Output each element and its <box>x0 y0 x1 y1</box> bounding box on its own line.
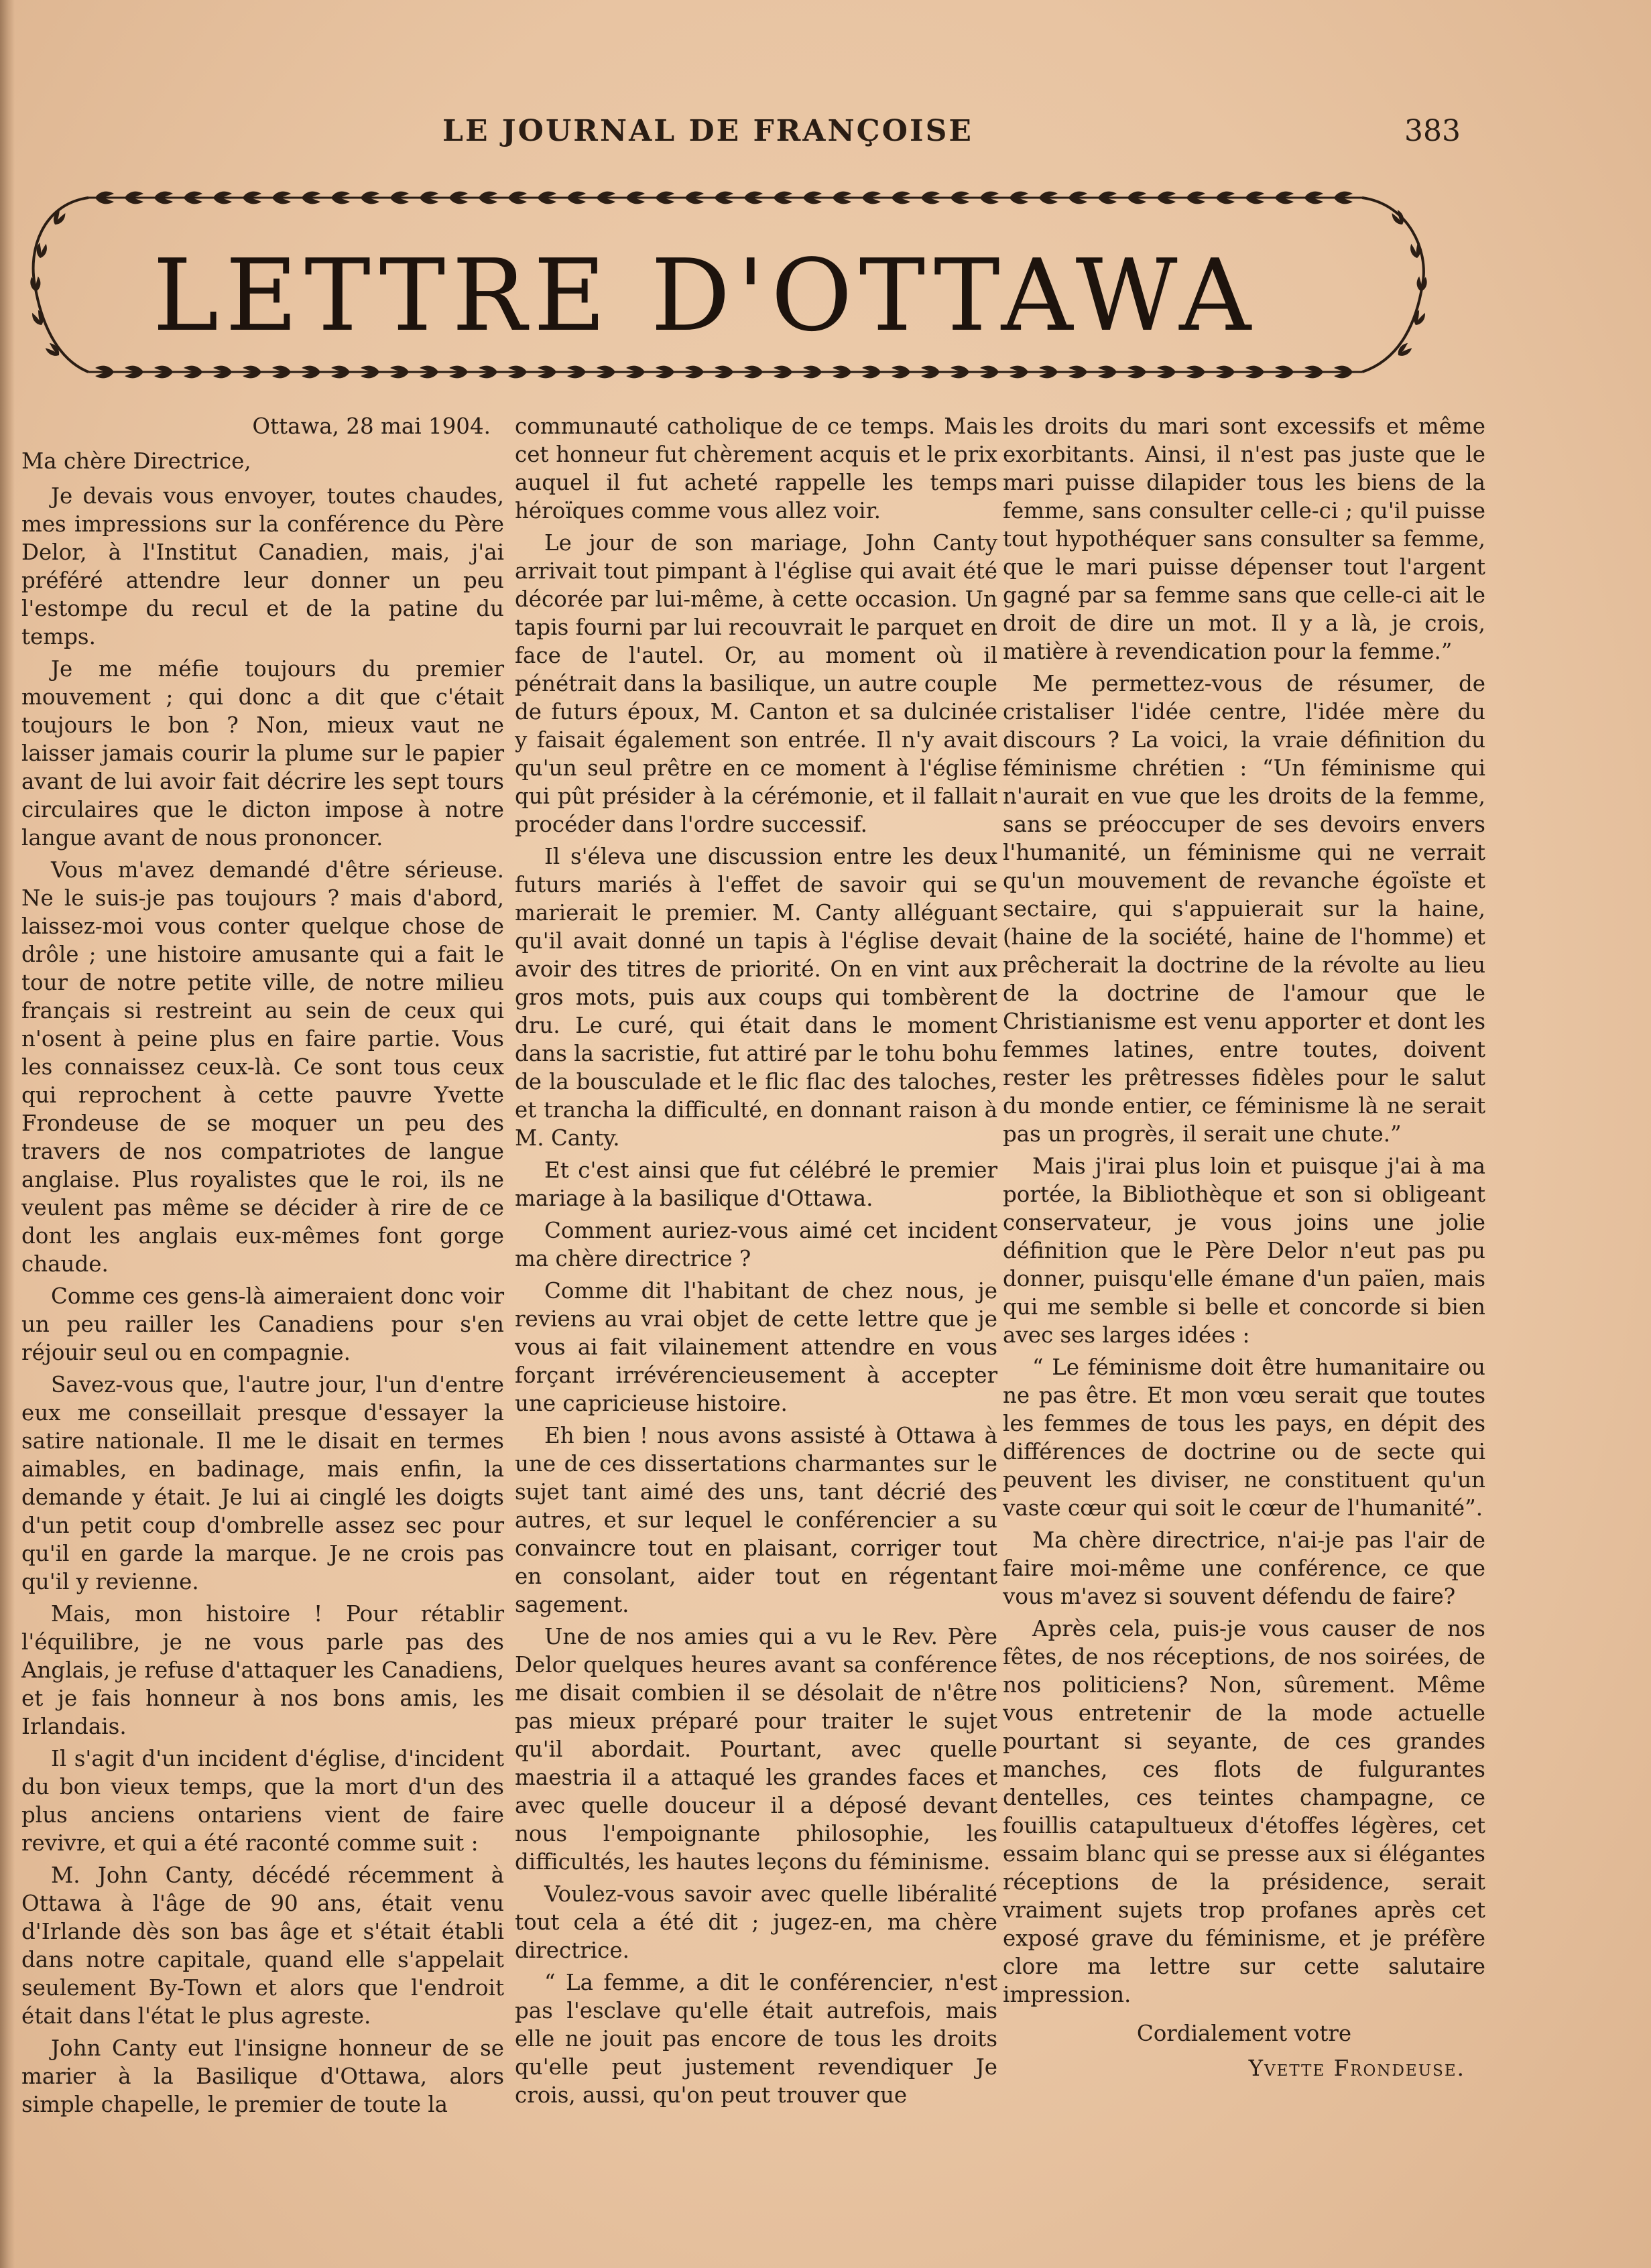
paragraph: “ Le féminisme doit être humanitaire ou ne pas être. Et mon vœu serait que toutes les femmes de tous les pays, en dépit des différences de doctrine ou de secte qui peuvent les diviser, ne constituent qu'un vaste cœur qui soit le cœur de l'humanité”. <box>1003 1354 1485 1521</box>
paragraph: Savez-vous que, l'autre jour, l'un d'entre eux me conseillait presque d'essayer la satire nationale. Il me le disait en termes aimables, en badinage, mais enfin, la demande y était. Je lui ai cinglé les doigts d'un petit coup d'ombrelle assez sec pour qu'il en garde la marque. Je ne crois pas qu'il y revienne. <box>21 1372 504 1594</box>
dateline: Ottawa, 28 mai 1904. <box>252 414 491 439</box>
salutation: Ma chère Directrice, <box>21 448 251 474</box>
signature: Yvette Frondeuse. <box>1248 2056 1465 2081</box>
page-number: 383 <box>1404 114 1461 148</box>
paragraph: Mais j'irai plus loin et puisque j'ai à ma portée, la Bibliothèque et son si obligeant conservateur, je vous joins une jolie définition que le Père Delor n'eut pas pu donner, puisqu'elle émane d'un païen, mais qui me semble si belle et concorde si bien avec ses larges idées : <box>1003 1153 1485 1348</box>
paragraph: Et c'est ainsi que fut célébré le premier mariage à la basilique d'Ottawa. <box>515 1157 997 1211</box>
paragraph: Eh bien ! nous avons assisté à Ottawa à une de ces dissertations charmantes sur le sujet tant aimé des uns, tant décrié des autres, et sur lequel le conférencier a su convaincre tout en plaisant, corriger tout en consolant, aider tout en régentant sagement. <box>515 1423 997 1617</box>
paragraph-continued: communauté catholique de ce temps. Mais cet honneur fut chèrement acquis et le prix auquel il fut acheté rappelle les temps héroïques comme vous allez voir. <box>515 414 997 523</box>
paragraph: Il s'agit d'un incident d'église, d'incident du bon vieux temps, que la mort d'un des plus anciens ontariens vient de faire revivre, et qui a été raconté comme suit : <box>21 1746 504 1856</box>
running-title: LE JOURNAL DE FRANÇOISE <box>442 114 973 148</box>
paragraph: Après cela, puis-je vous causer de nos fêtes, de nos réceptions, de nos soirées, de nos politiciens? Non, sûrement. Même vous entretenir de la mode actuelle pourtant si seyante, de ces grandes manches, ces flots de fulgurantes dentelles, ces teintes champagne, ce fouillis catapultueux d'étoffes légères, cet essaim blanc qui se presse aux si élégantes réceptions de la présidence, serait vraiment sujets trop profanes après cet exposé grave du féminisme, et je préfère clore ma lettre sur cette salutaire impression. <box>1003 1616 1485 2007</box>
text-column-3 <box>1003 412 1485 2082</box>
paragraph: Vous m'avez demandé d'être sérieuse. Ne le suis-je pas toujours ? mais d'abord, laissez-moi vous conter quelque chose de drôle ; une histoire amusante qui a fait le tour de notre petite ville, de notre milieu français si restreint au sein de ceux qui n'osent à peine plus en faire partie. Vous les connaissez ceux-là. Ce sont tous ceux qui reprochent à cette pauvre Yvette Frondeuse de se moquer un peu des travers de nos compatriotes de langue anglaise. Plus royalistes que le roi, ils ne veulent pas même se décider à rire de ce dont les anglais eux-mêmes font gorge chaude. <box>21 857 504 1277</box>
paragraph: John Canty eut l'insigne honneur de se marier à la Basilique d'Ottawa, alors simple chapelle, le premier de toute la <box>21 2035 504 2117</box>
title-banner <box>15 178 1443 392</box>
paragraph: Il s'éleva une discussion entre les deux futurs mariés à l'effet de savoir qui se marierait le premier. M. Canty alléguant qu'il avait donné un tapis à l'église devait avoir des titres de priorité. On en vint aux gros mots, puis aux coups qui tombèrent dru. Le curé, qui était dans le moment dans la sacristie, fut attiré par le tohu bohu de la bousculade et le flic flac des taloches, et trancha la difficulté, en donnant raison à M. Canty. <box>515 844 997 1151</box>
paragraph: Je me méfie toujours du premier mouvement ; qui donc a dit que c'était toujours le bon ? Non, mieux vaut ne laisser jamais courir la plume sur le papier avant de lui avoir fait décrire les sept tours circulaires que le dicton impose à notre langue avant de nous prononcer. <box>21 656 504 850</box>
paragraph: Le jour de son mariage, John Canty arrivait tout pimpant à l'église qui avait été décorée par lui-même, à cette occasion. Un tapis fourni par lui recouvrait le parquet en face de l'autel. Or, au moment où il pénétrait dans la basilique, un autre couple de futurs époux, M. Canton et sa dulcinée y faisait également son entrée. Il n'y avait qu'un seul prêtre en ce moment à l'église qui pût présider à la cérémonie, et il fallait procéder dans l'ordre successif. <box>515 530 997 837</box>
paragraph: Je devais vous envoyer, toutes chaudes, mes impressions sur la conférence du Père Delor, à l'Institut Canadien, mais, j'ai préféré attendre leur donner un peu l'estompe du recul et de la patine du temps. <box>21 483 504 649</box>
page-spine-shadow <box>0 0 15 2268</box>
text-column-1 <box>21 412 504 2123</box>
paragraph: Comme dit l'habitant de chez nous, je reviens au vrai objet de cette lettre que je vous ai fait vilainement attendre en vous forçant irrévérencieusement à accepter une capricieuse histoire. <box>515 1278 997 1416</box>
paragraph: Mais, mon histoire ! Pour rétablir l'équilibre, je ne vous parle pas des Anglais, je refuse d'attaquer les Canadiens, et je fais honneur à nos bons amis, les Irlandais. <box>21 1601 504 1739</box>
paragraph: M. John Canty, décédé récemment à Ottawa à l'âge de 90 ans, était venu d'Irlande dès son bas âge et s'était établi dans notre capitale, quand elle s'appelait seulement By-Town et alors que l'endroit était dans l'état le plus agreste. <box>21 1863 504 2029</box>
paragraph: Ma chère directrice, n'ai-je pas l'air de faire moi-même une conférence, ce que vous m'avez si souvent défendu de faire? <box>1003 1527 1485 1609</box>
paragraph: Voulez-vous savoir avec quelle libéralité tout cela a été dit ; jugez-en, ma chère directrice. <box>515 1881 997 1963</box>
paragraph: Comment auriez-vous aimé cet incident ma chère directrice ? <box>515 1218 997 1271</box>
paragraph-continued: les droits du mari sont excessifs et même exorbitants. Ainsi, il n'est pas juste que le mari puisse dilapider tous les biens de la femme, sans consulter celle-ci ; qu'il puisse tout hypothéquer sans consulter sa femme, que le mari puisse dépenser tout l'argent gagné par sa femme sans que celle-ci ait le droit de dire un mot. Il y a là, je crois, matière à revendication pour la femme.” <box>1003 414 1485 664</box>
letter-title: LETTRE D'OTTAWA <box>152 238 1258 353</box>
paragraph: Une de nos amies qui a vu le Rev. Père Delor quelques heures avant sa conférence me disait combien il se désolait de n'être pas mieux préparé pour traiter le sujet qu'il abordait. Pourtant, avec quelle maestria il a attaqué les grandes faces et avec quelle douceur il a déposé devant nous l'empoignante philosophie, les difficultés, les hautes leçons du féminisme. <box>515 1624 997 1875</box>
paragraph: “ La femme, a dit le conférencier, n'est pas l'esclave qu'elle était autrefois, mais elle ne jouit pas encore de tous les droits qu'elle peut justement revendiquer Je crois, aussi, qu'on peut trouver que <box>515 1970 997 2108</box>
text-column-2 <box>515 412 997 2113</box>
closing: Cordialement votre <box>1136 2021 1352 2046</box>
paragraph: Comme ces gens-là aimeraient donc voir un peu railler les Canadiens pour s'en réjouir seul ou en compagnie. <box>21 1283 504 1365</box>
paragraph: Me permettez-vous de résumer, de cristaliser l'idée centre, l'idée mère du discours ? La voici, la vraie définition du féminisme chrétien : “Un féminisme qui n'aurait en vue que les droits de la femme, sans se préoccuper de ses devoirs envers l'humanité, un féminisme qui ne verrait qu'un mouvement de revanche égoïste et sectaire, qui s'appuierait sur la haine, (haine de la société, haine de l'homme) et prêcherait la doctrine de la révolte au lieu de la doctrine de l'amour que le Christianisme est venu apporter et dont les femmes latines, entre toutes, doivent rester les prêtresses fidèles pour le salut du monde entier, ce féminisme là ne serait pas un progrès, il serait une chute.” <box>1003 671 1485 1147</box>
